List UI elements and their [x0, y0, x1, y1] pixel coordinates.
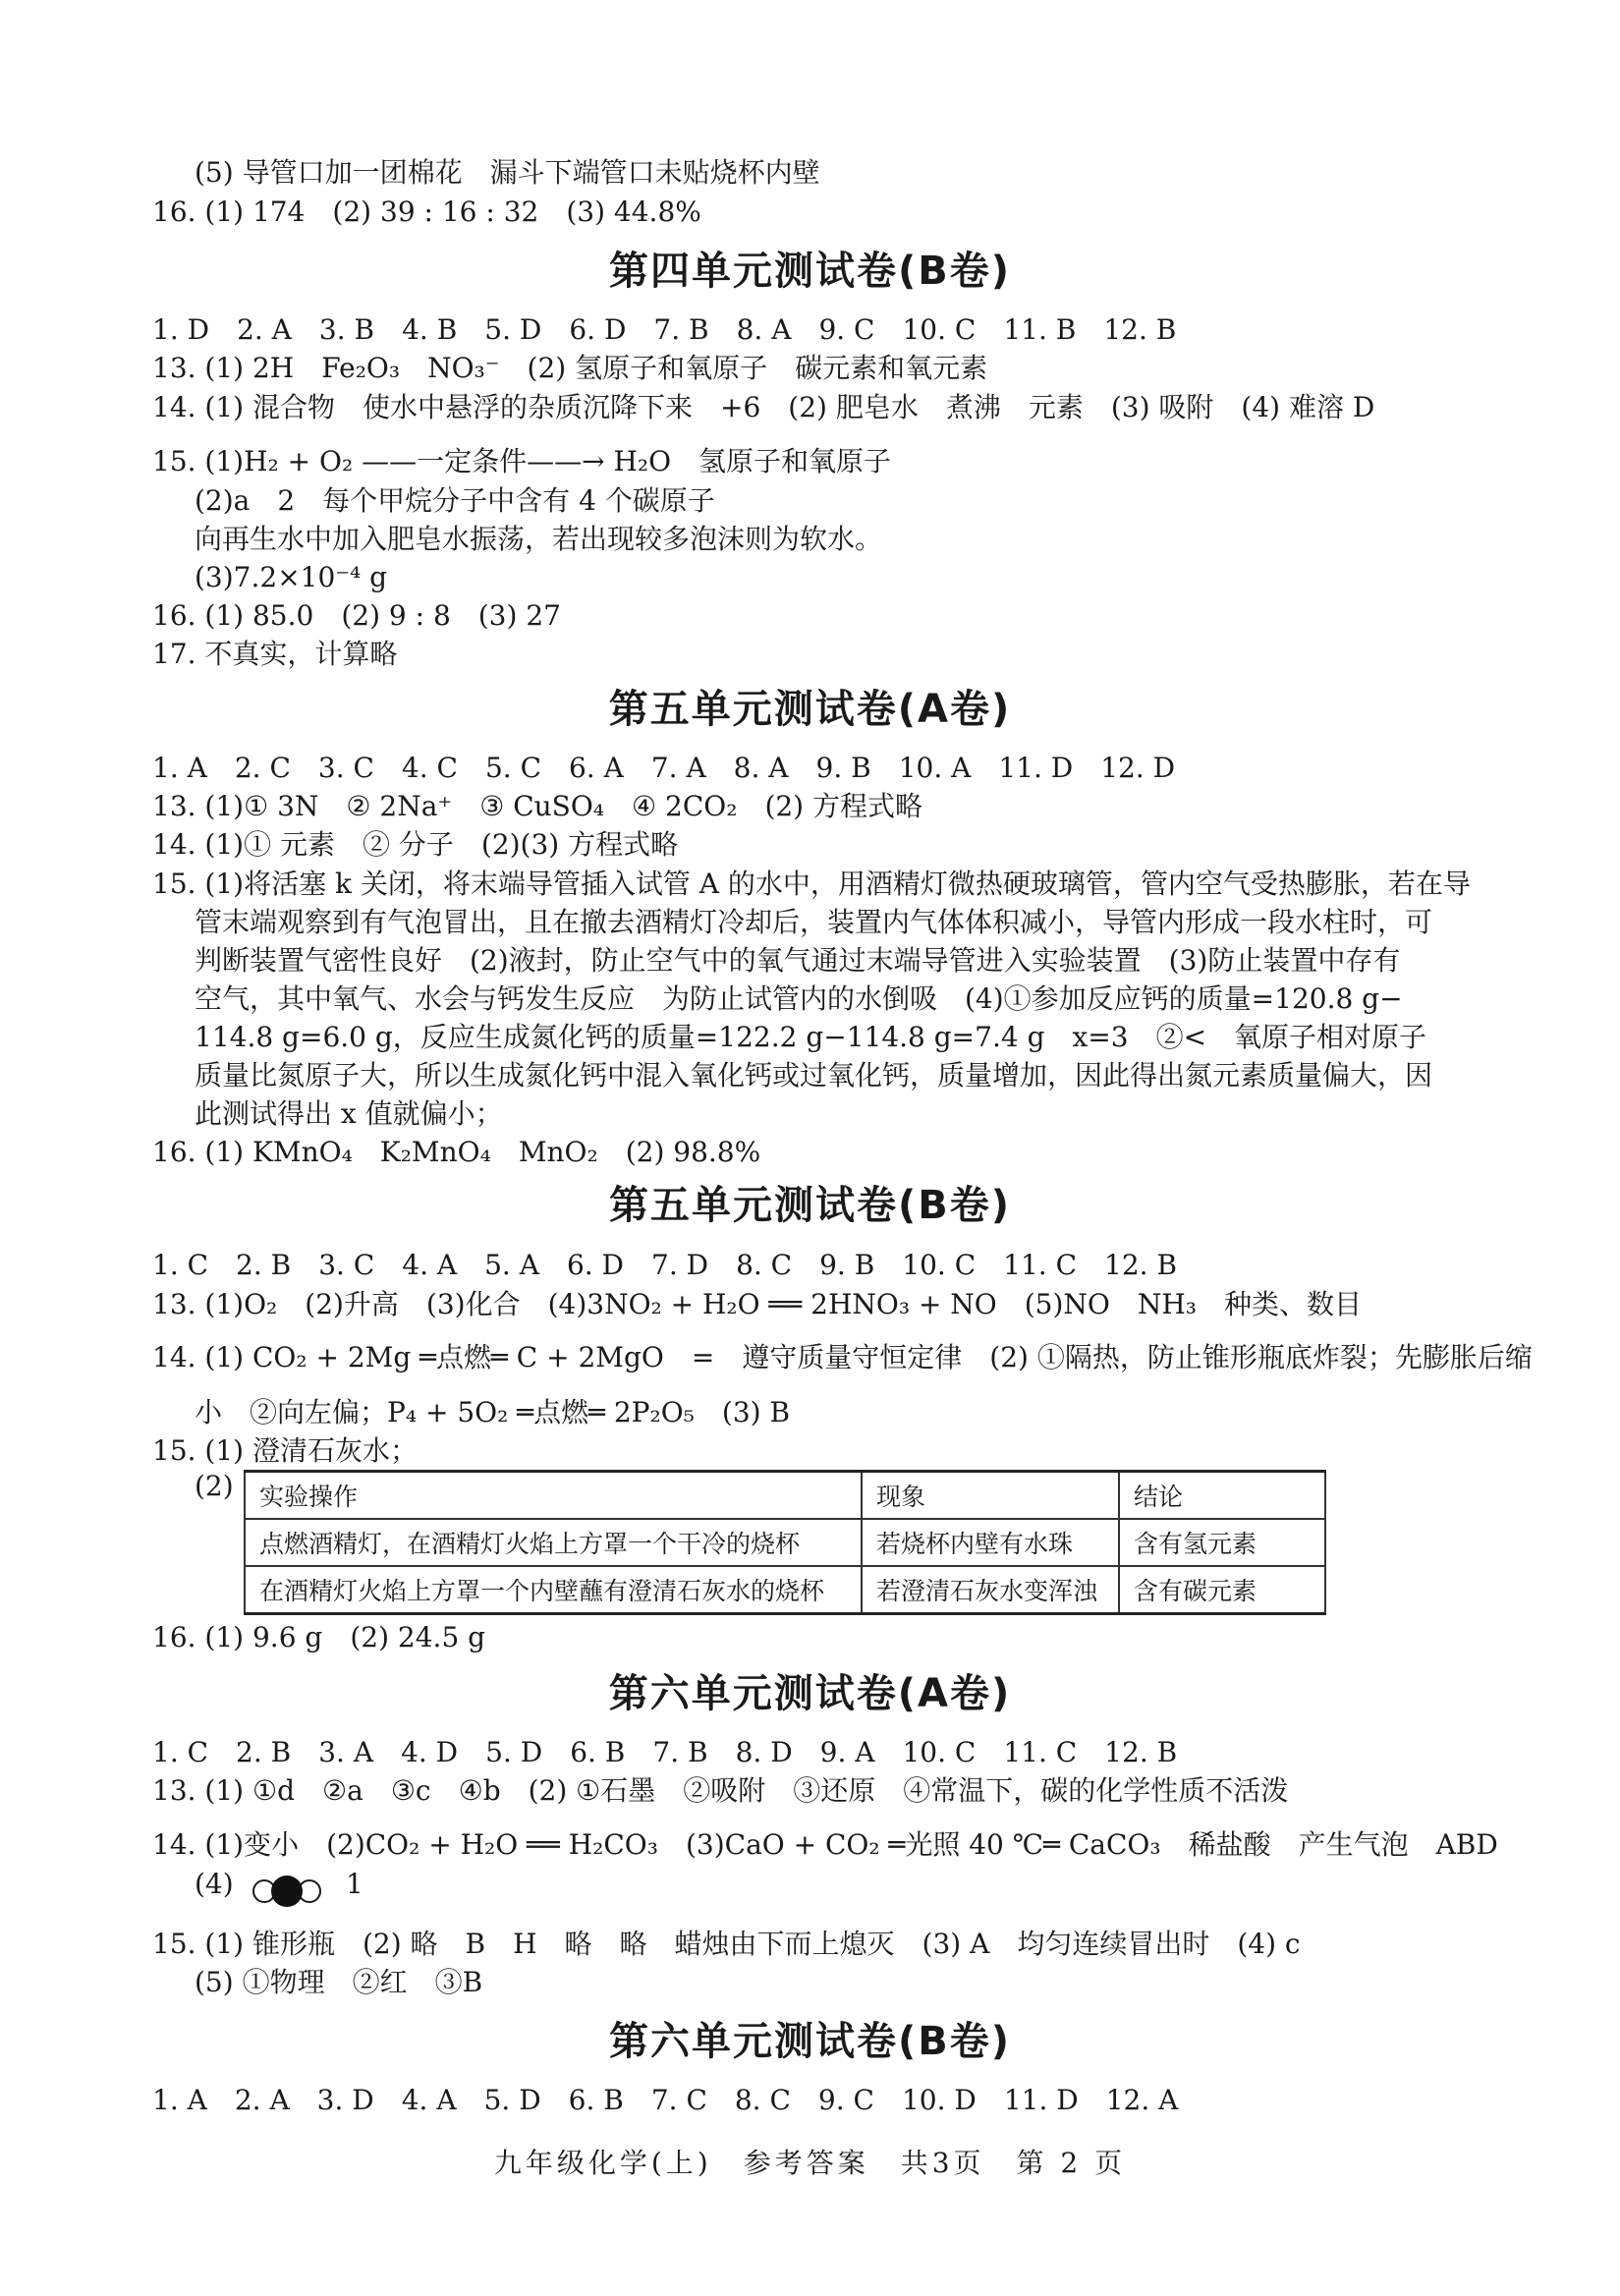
- section-heading: 第五单元测试卷(B卷): [608, 1183, 1012, 1228]
- table-row: [245, 1519, 1325, 1566]
- text-line: (5) ①物理 ②红 ③B: [195, 1966, 483, 1998]
- page-footer: 九年级化学(上) 参考答案 共3页 第 2 页: [493, 2147, 1127, 2179]
- text-line: 16. (1) 174 (2) 39 : 16 : 32 (3) 44.8%: [152, 196, 701, 228]
- section-heading: 第六单元测试卷(B卷): [608, 2019, 1012, 2064]
- table-cell: 含有碳元素: [1119, 1566, 1325, 1614]
- text-line: 15. (1) 锥形瓶 (2) 略 B H 略 略 蜡烛由下而上熄灭 (3) A 均匀连续冒出时 (4) c: [152, 1928, 1301, 1960]
- text-line: 16. (1) 9.6 g (2) 24.5 g: [152, 1621, 486, 1653]
- molecule-model-icon: [251, 1872, 329, 1911]
- table-header-cell: 现象: [862, 1472, 1119, 1520]
- section-heading: 第五单元测试卷(A卷): [608, 687, 1012, 732]
- text-line: 1: [346, 1868, 363, 1900]
- text-line: 13. (1)① 3N ② 2Na⁺ ③ CuSO₄ ④ 2CO₂ (2) 方程式略: [152, 790, 923, 822]
- text-line: 13. (1)O₂ (2)升高 (3)化合 (4)3NO₂ + H₂O ══ 2HNO₃ + NO (5)NO NH₃ 种类、数目: [152, 1288, 1363, 1320]
- table-cell: 在酒精灯火焰上方罩一个内壁蘸有澄清石灰水的烧杯: [245, 1566, 862, 1614]
- text-line: (4): [195, 1868, 234, 1900]
- section-heading: 第四单元测试卷(B卷): [608, 249, 1012, 294]
- text-line: 14. (1)① 元素 ② 分子 (2)(3) 方程式略: [152, 828, 679, 861]
- text-line: 14. (1) CO₂ + 2Mg ═点燃═ C + 2MgO = 遵守质量守恒定律 (2) ①隔热，防止锥形瓶底炸裂；先膨胀后缩: [152, 1341, 1533, 1373]
- text-line: 15. (1)将活塞 k 关闭，将末端导管插入试管 A 的水中，用酒精灯微热硬玻璃管，管内空气受热膨胀，若在导: [152, 868, 1471, 900]
- table-row: [245, 1566, 1325, 1614]
- text-line: 空气，其中氧气、水会与钙发生反应 为防止试管内的水倒吸 (4)①参加反应钙的质量=120.8 g−: [195, 982, 1403, 1015]
- text-line: (2)a 2 每个甲烷分子中含有 4 个碳原子: [195, 484, 715, 517]
- text-line: 15. (1)H₂ + O₂ ——一定条件——→ H₂O 氢原子和氧原子: [152, 445, 892, 477]
- text-line: 1. A 2. A 3. D 4. A 5. D 6. B 7. C 8. C 9. C 10. D 11. D 12. A: [152, 2084, 1179, 2116]
- table-cell: 若烧杯内壁有水珠: [862, 1519, 1119, 1566]
- table-cell: 若澄清石灰水变浑浊: [862, 1566, 1119, 1614]
- text-line: 13. (1) 2H Fe₂O₃ NO₃⁻ (2) 氢原子和氧原子 碳元素和氧元素: [152, 352, 988, 384]
- table-header-cell: 实验操作: [245, 1472, 862, 1520]
- text-line: 14. (1)变小 (2)CO₂ + H₂O ══ H₂CO₃ (3)CaO + CO₂ ═光照 40 ℃═ CaCO₃ 稀盐酸 产生气泡 ABD: [152, 1828, 1498, 1861]
- table-header-cell: 结论: [1119, 1472, 1325, 1520]
- table-cell: 点燃酒精灯，在酒精灯火焰上方罩一个干冷的烧杯: [245, 1519, 862, 1566]
- text-line: 16. (1) 85.0 (2) 9 : 8 (3) 27: [152, 599, 561, 632]
- text-line: 13. (1) ①d ②a ③c ④b (2) ①石墨 ②吸附 ③还原 ④常温下，碳的化学性质不活泼: [152, 1774, 1289, 1807]
- table-cell: 含有氢元素: [1119, 1519, 1325, 1566]
- experiment-table: [244, 1470, 1326, 1615]
- text-line: 1. A 2. C 3. C 4. C 5. C 6. A 7. A 8. A 9. B 10. A 11. D 12. D: [152, 752, 1176, 784]
- text-line: (3)7.2×10⁻⁴ g: [195, 561, 388, 593]
- text-line: 1. D 2. A 3. B 4. B 5. D 6. D 7. B 8. A 9. C 10. C 11. B 12. B: [152, 313, 1177, 346]
- text-line: 17. 不真实，计算略: [152, 638, 398, 670]
- text-line: 此测试得出 x 值就偏小；: [195, 1097, 503, 1130]
- text-line: 14. (1) 混合物 使水中悬浮的杂质沉降下来 +6 (2) 肥皂水 煮沸 元素 (3) 吸附 (4) 难溶 D: [152, 391, 1375, 423]
- table-header-row: [245, 1472, 1325, 1520]
- text-line: 管末端观察到有气泡冒出，且在撤去酒精灯冷却后，装置内气体体积减小，导管内形成一段水柱时，可: [195, 906, 1433, 938]
- text-line: 16. (1) KMnO₄ K₂MnO₄ MnO₂ (2) 98.8%: [152, 1136, 761, 1168]
- text-line: 判断装置气密性良好 (2)液封，防止空气中的氧气通过末端导管进入实验装置 (3)防止装置中存有: [195, 944, 1401, 977]
- text-line: 小 ②向左偏；P₄ + 5O₂ ═点燃═ 2P₂O₅ (3) B: [195, 1396, 791, 1428]
- text-line: 向再生水中加入肥皂水振荡，若出现较多泡沫则为软水。: [195, 523, 883, 555]
- text-line: 1. C 2. B 3. C 4. A 5. A 6. D 7. D 8. C 9. B 10. C 11. C 12. B: [152, 1249, 1178, 1281]
- text-line: (5) 导管口加一团棉花 漏斗下端管口未贴烧杯内壁: [195, 156, 820, 189]
- text-line: 质量比氮原子大，所以生成氮化钙中混入氧化钙或过氧化钙，质量增加，因此得出氮元素质量偏大，因: [195, 1059, 1433, 1092]
- text-line: 114.8 g=6.0 g，反应生成氮化钙的质量=122.2 g−114.8 g=7.4 g x=3 ②< 氧原子相对原子: [195, 1021, 1427, 1053]
- text-line: 1. C 2. B 3. A 4. D 5. D 6. B 7. B 8. D 9. A 10. C 11. C 12. B: [152, 1736, 1178, 1768]
- table-label: (2): [195, 1470, 234, 1502]
- text-line: 15. (1) 澄清石灰水；: [152, 1434, 418, 1467]
- section-heading: 第六单元测试卷(A卷): [608, 1671, 1012, 1716]
